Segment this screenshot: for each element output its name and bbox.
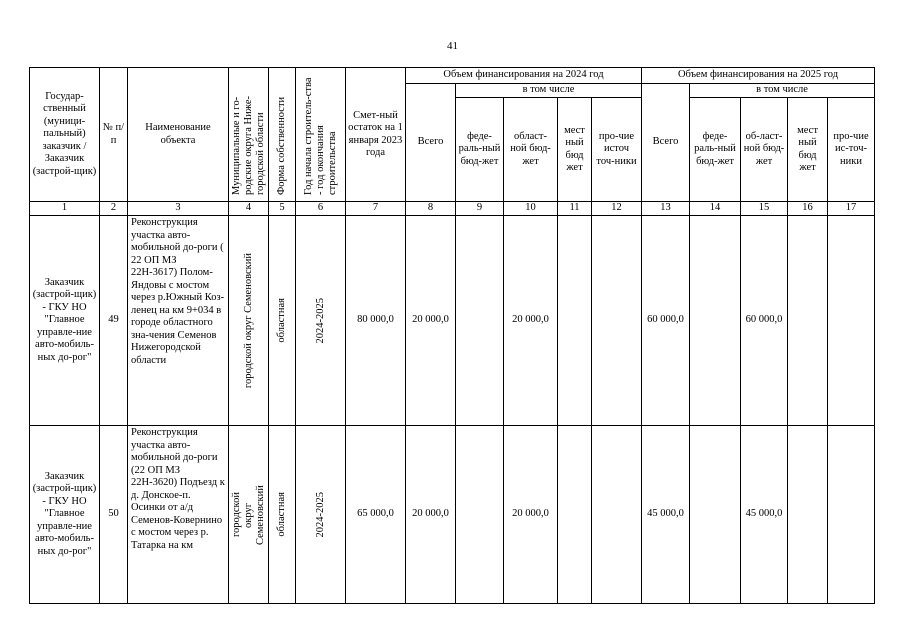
header-other-2024: про-чие источ точ-ники [592,98,642,202]
column-number: 9 [456,202,504,216]
header-total-2024: Всего [406,84,456,202]
total-2025-cell: 45 000,0 [642,426,690,604]
column-number: 2 [100,202,128,216]
regional-2025-cell: 60 000,0 [741,216,788,426]
object-name-cell: Реконструкция участка авто-мобильной до-роги (22 ОП МЗ 22Н-3620) Подъезд к д. Донское-п. Осинки от а/д Семенов-Ковернино с мостом через р. Татарка на км [128,426,229,604]
total-2025-cell: 60 000,0 [642,216,690,426]
other-2024-cell [592,426,642,604]
header-total-2025: Всего [642,84,690,202]
remainder-cell: 65 000,0 [346,426,406,604]
column-number: 3 [128,202,229,216]
row-number: 49 [100,216,128,426]
local-2025-cell [788,216,828,426]
header-including-2025: в том числе [690,84,875,98]
header-object-name: Наименование объекта [128,68,229,202]
column-number-row [30,202,875,216]
regional-2025-cell: 45 000,0 [741,426,788,604]
years-cell: 2024-2025 [296,426,346,604]
ownership-cell: областная [269,216,296,426]
federal-2024-cell [456,426,504,604]
column-number: 13 [642,202,690,216]
column-number: 17 [828,202,875,216]
header-regional-2025: об-ласт-ной бюд-жет [741,98,788,202]
column-number: 11 [558,202,592,216]
customer-cell: Заказчик (застрой-щик) - ГКУ НО "Главное управле-ние авто-мобиль-ных до-рог" [30,216,100,426]
local-2024-cell [558,426,592,604]
header-remainder: Смет-ный остаток на 1 января 2023 года [346,68,406,202]
total-2024-cell: 20 000,0 [406,216,456,426]
header-financing-2024: Объем финансирования на 2024 год [406,68,642,84]
header-regional-2024: област-ной бюд-жет [504,98,558,202]
local-2024-cell [558,216,592,426]
row-number: 50 [100,426,128,604]
column-number: 10 [504,202,558,216]
header-federal-2025: феде-раль-ный бюд-жет [690,98,741,202]
header-financing-2025: Объем финансирования на 2025 год [642,68,875,84]
federal-2025-cell [690,216,741,426]
remainder-cell: 80 000,0 [346,216,406,426]
page-number: 41 [447,40,458,52]
other-2025-cell [828,426,875,604]
object-name-cell: Реконструкция участка авто-мобильной до-роги ( 22 ОП МЗ 22Н-3617) Полом-Яндовы с мостом через р.Южный Коз-ленец на км 9+034 в городе областного зна-чения Семенов Нижегородской области [128,216,229,426]
federal-2024-cell [456,216,504,426]
regional-2024-cell: 20 000,0 [504,216,558,426]
table-row [30,426,875,604]
header-number: № п/п [100,68,128,202]
header-including-2024: в том числе [456,84,642,98]
column-number: 7 [346,202,406,216]
column-number: 14 [690,202,741,216]
column-number: 15 [741,202,788,216]
column-number: 1 [30,202,100,216]
header-federal-2024: феде-раль-ный бюд-жет [456,98,504,202]
federal-2025-cell [690,426,741,604]
header-local-2024: мест ный бюд жет [558,98,592,202]
other-2024-cell [592,216,642,426]
customer-cell: Заказчик (застрой-щик) - ГКУ НО "Главное управле-ние авто-мобиль-ных до-рог" [30,426,100,604]
municipality-cell: городской округ Семеновский [229,426,269,604]
column-number: 5 [269,202,296,216]
column-number: 4 [229,202,269,216]
regional-2024-cell: 20 000,0 [504,426,558,604]
header-years: Год начала строитель-ства - год окончания строительства [296,68,346,202]
column-number: 8 [406,202,456,216]
financing-table [29,67,875,604]
ownership-cell: областная [269,426,296,604]
column-number: 16 [788,202,828,216]
header-local-2025: мест ный бюд жет [788,98,828,202]
header-customer: Государ-ственный (муници-пальный) заказчик / Заказчик (застрой-щик) [30,68,100,202]
header-municipality: Муниципальные и го-родские округа Ниже-городской области [229,68,269,202]
column-number: 12 [592,202,642,216]
other-2025-cell [828,216,875,426]
table-row [30,216,875,426]
local-2025-cell [788,426,828,604]
total-2024-cell: 20 000,0 [406,426,456,604]
header-ownership: Форма собственности [269,68,296,202]
header-other-2025: про-чие ис-точ-ники [828,98,875,202]
years-cell: 2024-2025 [296,216,346,426]
column-number: 6 [296,202,346,216]
municipality-cell: городской округ Семеновский [229,216,269,426]
